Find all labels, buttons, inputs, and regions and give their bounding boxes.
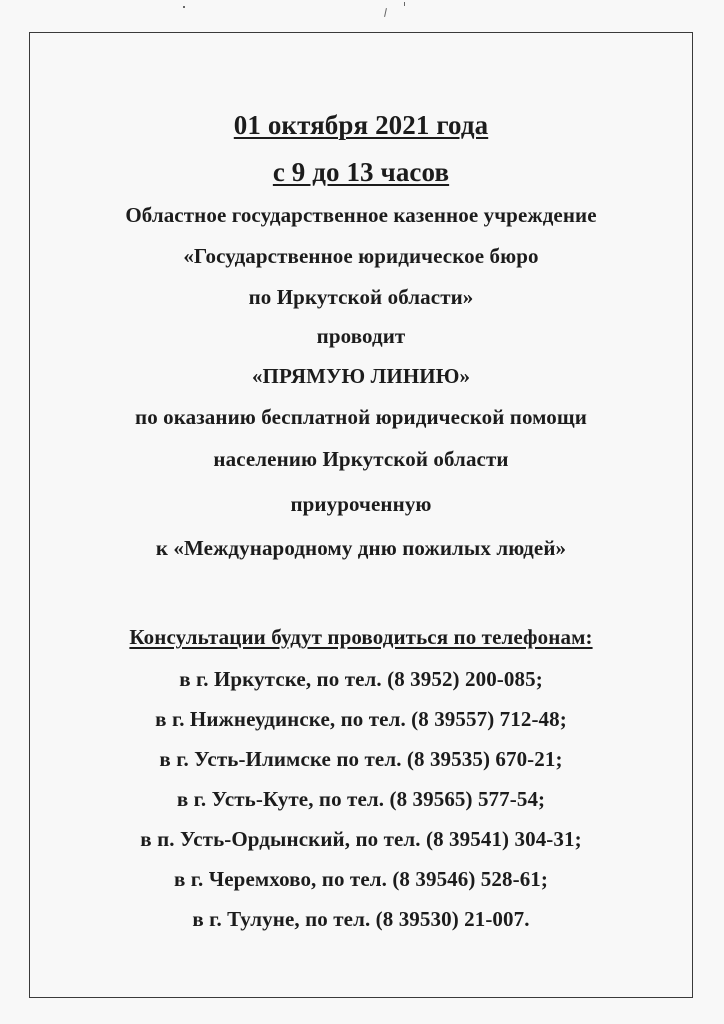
phone-line: в г. Усть-Илимске по тел. (8 39535) 670-21; xyxy=(159,747,563,771)
event-title: «ПРЯМУЮ ЛИНИЮ» xyxy=(251,364,471,388)
phone-line: в п. Усть-Ордынский, по тел. (8 39541) 304-31; xyxy=(140,827,582,851)
organization-line-1: Областное государственное казенное учреждение xyxy=(125,203,597,227)
scan-speck xyxy=(183,6,185,8)
scan-mark xyxy=(384,8,387,17)
organization-line-2: «Государственное юридическое бюро xyxy=(183,244,539,268)
verb-line: проводит xyxy=(316,324,406,348)
phones-header: Консультации будут проводиться по телефонам: xyxy=(129,625,593,649)
organization-line-3: по Иркутской области» xyxy=(248,285,474,309)
purpose-line-4: к «Международному дню пожилых людей» xyxy=(155,536,567,560)
phone-line: в г. Усть-Куте, по тел. (8 39565) 577-54; xyxy=(176,787,546,811)
purpose-line-2: населению Иркутской области xyxy=(213,447,509,471)
phone-line: в г. Черемхово, по тел. (8 39546) 528-61; xyxy=(173,867,548,891)
purpose-line-1: по оказанию бесплатной юридической помощи xyxy=(135,405,587,429)
phone-line: в г. Тулуне, по тел. (8 39530) 21-007. xyxy=(192,907,530,931)
purpose-line-3: приуроченную xyxy=(290,492,432,516)
announcement-time: с 9 до 13 часов xyxy=(272,157,450,187)
phone-line: в г. Иркутске, по тел. (8 3952) 200-085; xyxy=(179,667,543,691)
phone-line: в г. Нижнеудинске, по тел. (8 39557) 712-48; xyxy=(155,707,567,731)
scan-speck xyxy=(404,2,405,6)
announcement-date: 01 октября 2021 года xyxy=(233,110,489,140)
